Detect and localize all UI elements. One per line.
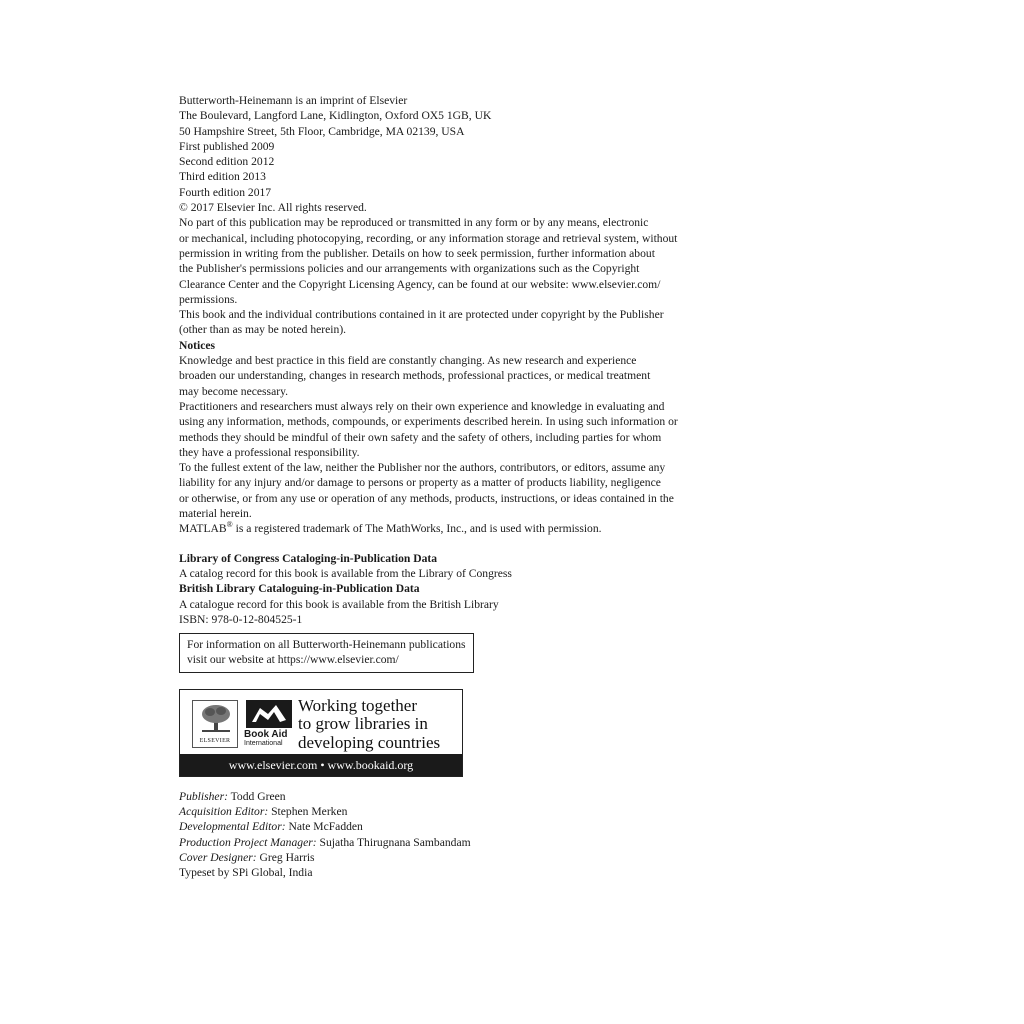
trademark-text: is a registered trademark of The MathWorks, Inc., and is used with permission. xyxy=(232,522,602,536)
banner-logos xyxy=(192,700,296,748)
permissions-line: Clearance Center and the Copyright Licensing Agency, can be found at our website: www.elsevier.com/ xyxy=(179,277,661,291)
permissions-line: permission in writing from the publisher. Details on how to seek permission, further information about xyxy=(179,246,655,260)
credit-name: Stephen Merken xyxy=(271,804,348,818)
notices-paragraph-3 xyxy=(179,460,749,521)
credit-line xyxy=(179,819,749,834)
info-line: For information on all Butterworth-Heinemann publications xyxy=(187,638,466,652)
credit-name: Nate McFadden xyxy=(288,820,363,834)
elsevier-tree-icon xyxy=(199,704,233,734)
credit-line xyxy=(179,804,749,819)
isbn: ISBN: 978-0-12-804525-1 xyxy=(179,612,303,626)
imprint-line: Butterworth-Heinemann is an imprint of Elsevier xyxy=(179,94,408,107)
editions-block xyxy=(179,139,749,200)
credit-line xyxy=(179,850,749,865)
notices-heading: Notices xyxy=(179,338,216,352)
trademark-line xyxy=(179,521,749,536)
tagline-line: to grow libraries in xyxy=(298,714,428,734)
notices-paragraph-2 xyxy=(179,399,749,460)
credit-name: Greg Harris xyxy=(259,850,315,864)
loc-text: A catalog record for this book is available from the Library of Congress xyxy=(179,566,512,580)
tagline-line: Working together xyxy=(298,695,418,715)
protection-paragraph xyxy=(179,307,749,338)
imprint-block xyxy=(179,93,749,139)
banner-urls: www.elsevier.com • www.bookaid.org xyxy=(180,754,462,776)
bookaid-name: Book Aid xyxy=(244,728,288,740)
credit-role: Developmental Editor: xyxy=(179,820,286,834)
credit-role: Acquisition Editor: xyxy=(179,804,269,818)
credit-name: Sujatha Thirugnana Sambandam xyxy=(319,835,471,849)
copyright-content xyxy=(179,93,749,880)
elsevier-logo-text: ELSEVIER xyxy=(199,737,231,744)
permissions-line: No part of this publication may be reproduced or transmitted in any form or by any means, electronic xyxy=(179,216,649,230)
credit-role: Production Project Manager: xyxy=(179,835,317,849)
edition-line: First published 2009 xyxy=(179,139,275,153)
loc-block xyxy=(179,551,749,582)
edition-line: Fourth edition 2017 xyxy=(179,185,272,199)
notices-line: broaden our understanding, changes in research methods, professional practices, or medical treatment xyxy=(179,369,651,383)
notices-line: using any information, methods, compounds, or experiments described herein. In using such information or xyxy=(179,415,678,429)
bookaid-sub: International xyxy=(244,739,283,747)
credit-role: Cover Designer: xyxy=(179,850,257,864)
credits-block xyxy=(179,789,749,865)
copyright-line: © 2017 Elsevier Inc. All rights reserved. xyxy=(179,201,367,215)
notices-line: Practitioners and researchers must always rely on their own experience and knowledge in evaluating and xyxy=(179,399,665,413)
bl-heading: British Library Cataloguing-in-Publication Data xyxy=(179,582,420,596)
credit-line xyxy=(179,835,749,850)
permissions-line: permissions. xyxy=(179,292,238,306)
registered-mark: ® xyxy=(226,520,233,530)
notices-line: methods they should be mindful of their own safety and the safety of others, including parties for whom xyxy=(179,430,662,444)
notices-line: may become necessary. xyxy=(179,384,289,398)
elsevier-logo xyxy=(192,700,238,748)
edition-line: Third edition 2013 xyxy=(179,170,266,184)
permissions-line: or mechanical, including photocopying, recording, or any information storage and retrieval system, without xyxy=(179,231,678,245)
protection-line: This book and the individual contributions contained in it are protected under copyright by the Publisher xyxy=(179,308,664,322)
tagline-line: developing countries xyxy=(298,732,441,752)
loc-heading: Library of Congress Cataloging-in-Publication Data xyxy=(179,551,438,565)
notices-paragraph-1 xyxy=(179,338,749,399)
notices-line: Knowledge and best practice in this field are constantly changing. As new research and experience xyxy=(179,354,637,368)
notices-line: material herein. xyxy=(179,507,252,521)
info-line: visit our website at https://www.elsevier.com/ xyxy=(187,653,399,667)
edition-line: Second edition 2012 xyxy=(179,155,275,169)
bookaid-banner xyxy=(179,689,463,777)
credit-name: Todd Green xyxy=(230,789,286,803)
credit-role: Publisher: xyxy=(179,789,228,803)
bl-block xyxy=(179,581,749,612)
imprint-line: The Boulevard, Langford Lane, Kidlington, Oxford OX5 1GB, UK xyxy=(179,109,492,123)
imprint-line: 50 Hampshire Street, 5th Floor, Cambridge, MA 02139, USA xyxy=(179,124,465,138)
banner-tagline xyxy=(298,697,458,753)
info-box xyxy=(179,633,474,673)
typeset-line: Typeset by SPi Global, India xyxy=(179,866,313,880)
trademark-name: MATLAB xyxy=(179,522,227,536)
permissions-line: the Publisher's permissions policies and our arrangements with organizations such as the Copyright xyxy=(179,262,640,276)
permissions-paragraph xyxy=(179,215,749,307)
bl-text: A catalogue record for this book is available from the British Library xyxy=(179,597,499,611)
notices-line: To the fullest extent of the law, neither the Publisher nor the authors, contributors, or editors, assume any xyxy=(179,461,666,475)
notices-line: liability for any injury and/or damage to persons or property as a matter of products liability, negligence xyxy=(179,476,661,490)
protection-line: (other than as may be noted herein). xyxy=(179,323,347,337)
bookaid-logo xyxy=(244,700,296,748)
notices-line: they have a professional responsibility. xyxy=(179,445,360,459)
notices-line: or otherwise, or from any use or operation of any methods, products, instructions, or ideas contained in the xyxy=(179,491,674,505)
book-hands-icon xyxy=(246,700,292,728)
credit-line xyxy=(179,789,749,804)
